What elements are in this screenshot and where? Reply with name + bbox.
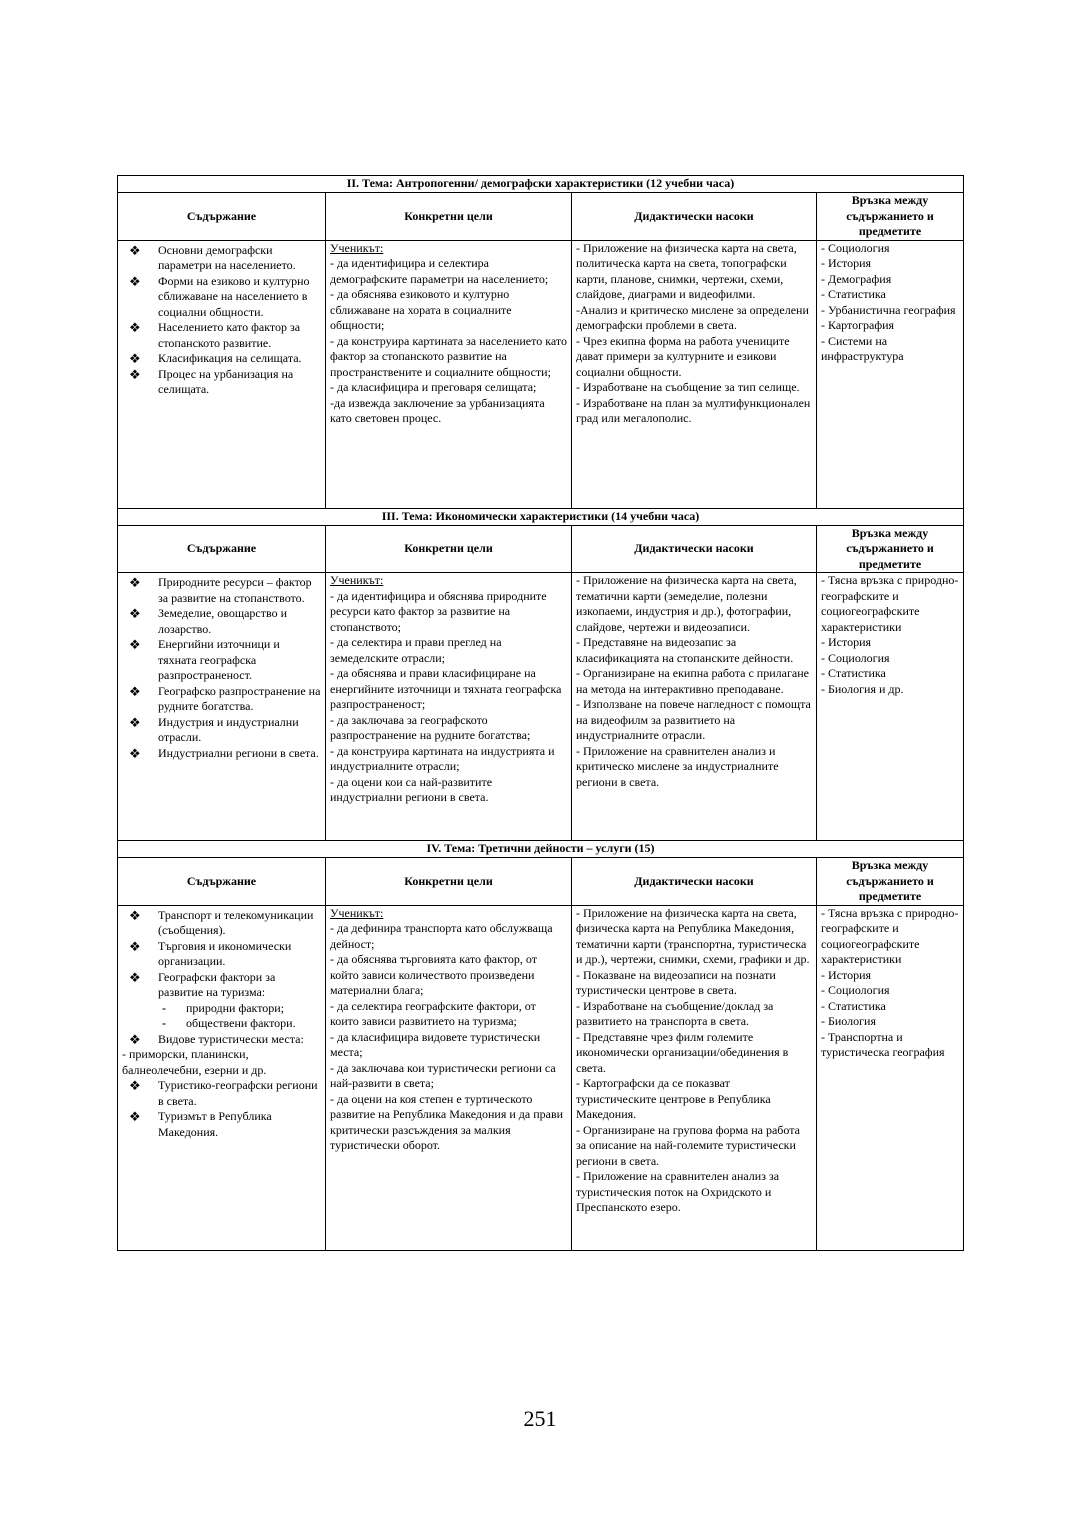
goal-item: - да обяснява езиковото и културно сближаване на хората в социалните общности; xyxy=(330,287,512,332)
content-cell xyxy=(118,240,326,508)
list-item: ❖ Туризмът в Република Македония. xyxy=(129,1109,272,1139)
header-content: Съдържание xyxy=(118,525,326,573)
guideline-item: - Изработване на съобщение/доклад за развитието на транспорта в света. xyxy=(576,998,774,1028)
content-cell xyxy=(118,905,326,1250)
curriculum-table xyxy=(117,175,964,1251)
goal-item: - да идентифицира и обяснява природните ресурси като фактор за развитие на стопанството; xyxy=(330,588,547,634)
student-label: Ученикът: xyxy=(330,240,384,255)
dash-bullet-icon: - xyxy=(162,1000,166,1015)
list-item: ❖ Природните ресурси – фактор за развитие на стопанството. xyxy=(129,575,312,605)
goal-item: -да извежда заключение за урбанизацията като световен процес. xyxy=(330,395,545,425)
diamond-bullet-icon: ❖ xyxy=(129,273,141,289)
diamond-bullet-icon: ❖ xyxy=(129,683,141,699)
link-item: - Тясна връзка с природно-географските и социогеографските характеристики xyxy=(821,573,959,634)
guideline-item: - Приложение на физическа карта на света, политическа карта на света, топографски карти, планове, снимки, чертежи, схеми, слайдове, диаграми и видеофилми. xyxy=(576,240,797,301)
content-row xyxy=(118,240,964,508)
plain-note: - приморски, планински, балнеолечебни, езерни и др. xyxy=(122,1047,267,1077)
diamond-bullet-icon: ❖ xyxy=(129,907,141,923)
header-links: Връзка между съдържанието и предметите xyxy=(817,525,964,573)
guideline-item: - Изработване на план за мултифункционален град или мегалополис. xyxy=(576,395,811,425)
diamond-bullet-icon: ❖ xyxy=(129,1031,141,1047)
guideline-item: - Използване на повече нагледност с помощта на видеофилм за развитието на индустриалните отрасли. xyxy=(576,697,811,742)
goal-item: - да идентифицира и селектира демографските параметри на населението; xyxy=(330,256,549,286)
goal-item: - да заключава за географското разпространение на рудните богатства; xyxy=(330,712,531,742)
header-row xyxy=(118,193,964,241)
goal-item: - да обяснява и прави класифициране на енергийните източници и тяхната географска разпространеност; xyxy=(330,666,562,711)
link-item: - Статистика xyxy=(821,666,886,680)
link-item: - Урбанистична география xyxy=(821,302,956,317)
diamond-bullet-icon: ❖ xyxy=(129,714,141,730)
diamond-bullet-icon: ❖ xyxy=(129,745,141,761)
links-cell xyxy=(817,573,964,841)
diamond-bullet-icon: ❖ xyxy=(129,242,141,258)
link-item: - Системи на инфраструктура xyxy=(821,333,904,363)
list-item: ❖ Туристико-географски региони в света. xyxy=(129,1078,318,1108)
goal-item: - да класифицира видовете туристически места; xyxy=(330,1029,541,1059)
header-goals: Конкретни цели xyxy=(326,193,572,241)
link-item: - Социология xyxy=(821,983,890,997)
list-item: ❖ Индустриални региони в света. xyxy=(129,745,319,761)
guidelines-cell xyxy=(572,240,817,508)
guideline-item: - Картографски да се показват туристическите центрове в Република Македония. xyxy=(576,1076,771,1121)
guideline-item: - Чрез екипна форма на работа учениците дават примери за културните и езикови социални общности. xyxy=(576,333,790,379)
content-cell xyxy=(118,573,326,841)
header-goals: Конкретни цели xyxy=(326,525,572,573)
page-number: 251 xyxy=(523,1406,557,1431)
student-label: Ученикът: xyxy=(330,905,384,920)
header-row xyxy=(118,858,964,906)
diamond-bullet-icon: ❖ xyxy=(129,1078,141,1093)
diamond-bullet-icon: ❖ xyxy=(129,606,141,621)
goal-item: - да обяснява търговията като фактор, от който зависи количеството произведени материални блага; xyxy=(330,952,537,997)
diamond-bullet-icon: ❖ xyxy=(129,938,141,954)
list-item: ❖ Форми на езиково и културно сближаване на населението в социални общности. xyxy=(129,273,310,319)
list-item: ❖ Географски фактори за развитие на туризма: xyxy=(129,969,276,999)
header-goals: Конкретни цели xyxy=(326,858,572,906)
guideline-item: -Анализ и критическо мислене за определени демографски проблеми в света. xyxy=(576,302,809,332)
list-item: ❖ Индустрия и индустриални отрасли. xyxy=(129,714,299,744)
link-item: - Тясна връзка с природно-географските и социогеографските характеристики xyxy=(821,905,959,966)
goal-item: - да оцени кои са най-развитите индустриални региони в света. xyxy=(330,774,493,804)
list-item: ❖ Видове туристически места: xyxy=(129,1031,304,1047)
guideline-item: - Организиране на групова форма на работа за описание на най-големите туристически региони в света. xyxy=(576,1122,800,1168)
guideline-item: - Представяне на видеозапис за класификацията на стопанските дейности. xyxy=(576,635,794,665)
links-cell xyxy=(817,905,964,1250)
guideline-item: - Приложение на физическа карта на света, тематични карти (земеделие, полезни изкопаеми, индустрия и др.), фотографии, слайдове, чертежи и видеозаписи. xyxy=(576,573,797,634)
goals-cell xyxy=(326,240,572,508)
document-page xyxy=(117,175,963,1251)
header-links: Връзка между съдържанието и предметите xyxy=(817,193,964,241)
goal-item: - да класифицира и преговаря селищата; xyxy=(330,380,537,394)
link-item: - Статистика xyxy=(821,287,886,301)
list-item: ❖ Търговия и икономически организации. xyxy=(129,938,292,968)
diamond-bullet-icon: ❖ xyxy=(129,969,141,985)
content-row xyxy=(118,573,964,841)
topic-title: II. Тема: Антропогенни/ демографски характеристики (12 учебни часа) xyxy=(118,176,964,193)
student-label: Ученикът: xyxy=(330,573,384,587)
guideline-item: - Организиране на екипна работа с прилагане на метода на интерактивно преподаване. xyxy=(576,666,809,696)
guideline-item: - Приложение на сравнителен анализ за туристическия поток на Охридското и Преспанското езеро. xyxy=(576,1169,780,1214)
goal-item: - да оцени на коя степен е туртическото развитие на Република Македония и да прави критически разсъждения за малкия туристически оборот. xyxy=(330,1091,564,1152)
list-item: ❖ Транспорт и телекомуникации (съобщения). xyxy=(129,907,314,937)
guideline-item: - Приложение на физическа карта на света, физическа карта на Република Македония, тематични карти (транспортна, туристическа и др.), чертежи, снимки, схеми, графики и др. xyxy=(576,905,810,966)
dash-bullet-icon: - xyxy=(162,1016,166,1030)
link-item: - Социология xyxy=(821,240,890,255)
sub-list-item: - обществени фактори. xyxy=(162,1016,296,1030)
list-item: ❖ Географско разпространение на рудните богатства. xyxy=(129,683,321,713)
topic-title: IV. Тема: Третични дейности – услуги (15) xyxy=(118,841,964,858)
goals-cell xyxy=(326,573,572,841)
diamond-bullet-icon: ❖ xyxy=(129,575,141,590)
diamond-bullet-icon: ❖ xyxy=(129,1109,141,1124)
header-guidelines: Дидактически насоки xyxy=(572,193,817,241)
guidelines-cell xyxy=(572,573,817,841)
header-content: Съдържание xyxy=(118,858,326,906)
link-item: - Демография xyxy=(821,271,892,286)
header-guidelines: Дидактически насоки xyxy=(572,858,817,906)
header-links: Връзка между съдържанието и предметите xyxy=(817,858,964,906)
header-content: Съдържание xyxy=(118,193,326,241)
sub-list-item: - природни фактори; xyxy=(162,1000,285,1015)
goals-cell xyxy=(326,905,572,1250)
guideline-item: - Показване на видеозаписи на познати туристически центрове в света. xyxy=(576,967,776,997)
list-item: ❖ Процес на урбанизация на селищата. xyxy=(129,366,294,396)
topic-row-iii xyxy=(118,508,964,525)
goal-item: - да конструира картината на индустрията и индустриалните отрасли; xyxy=(330,743,555,773)
goal-item: - да заключава кои туристически региони са най-развити в света; xyxy=(330,1060,556,1090)
list-item: ❖ Населението като фактор за стопанското развитие. xyxy=(129,320,301,350)
diamond-bullet-icon: ❖ xyxy=(129,637,141,652)
goal-item: - да селектира географските фактори, от които зависи развитието на туризма; xyxy=(330,998,536,1028)
goal-item: - да дефинира транспорта като обслужваща дейност; xyxy=(330,921,553,951)
list-item: ❖ Енергийни източници и тяхната географска разпространеност. xyxy=(129,637,280,682)
links-cell xyxy=(817,240,964,508)
link-item: - История xyxy=(821,256,872,270)
diamond-bullet-icon: ❖ xyxy=(129,320,141,335)
link-item: - Социология xyxy=(821,650,890,665)
guideline-item: - Приложение на сравнителен анализ и критическо мислене за индустриалните региони в света. xyxy=(576,743,779,789)
header-row xyxy=(118,525,964,573)
list-item: ❖ Основни демографски параметри на населението. xyxy=(129,242,296,272)
list-item: ❖ Земеделие, овощарство и лозарство. xyxy=(129,606,287,636)
list-item: ❖ Класификация на селищата. xyxy=(129,351,302,366)
guideline-item: - Изработване на съобщение за тип селище. xyxy=(576,380,800,394)
header-guidelines: Дидактически насоки xyxy=(572,525,817,573)
link-item: - История xyxy=(821,967,872,982)
goal-item: - да конструира картината за населението като фактор за стопанското развитие на пространствените и социалните общности; xyxy=(330,333,567,379)
link-item: - Статистика xyxy=(821,998,886,1013)
link-item: - Биология и др. xyxy=(821,681,904,696)
link-item: - Биология xyxy=(821,1014,877,1028)
link-item: - Картография xyxy=(821,318,895,332)
topic-title: III. Тема: Икономически характеристики (14 учебни часа) xyxy=(118,508,964,525)
guidelines-cell xyxy=(572,905,817,1250)
diamond-bullet-icon: ❖ xyxy=(129,351,141,366)
goal-item: - да селектира и прави преглед на земеделските отрасли; xyxy=(330,635,502,665)
content-row xyxy=(118,905,964,1250)
topic-row-ii xyxy=(118,176,964,193)
guideline-item: - Представяне чрез филм големите икономически организации/обединения в света. xyxy=(576,1029,789,1075)
link-item: - История xyxy=(821,635,872,649)
topic-row-iv xyxy=(118,841,964,858)
link-item: - Транспортна и туристическа география xyxy=(821,1029,945,1059)
diamond-bullet-icon: ❖ xyxy=(129,366,141,382)
